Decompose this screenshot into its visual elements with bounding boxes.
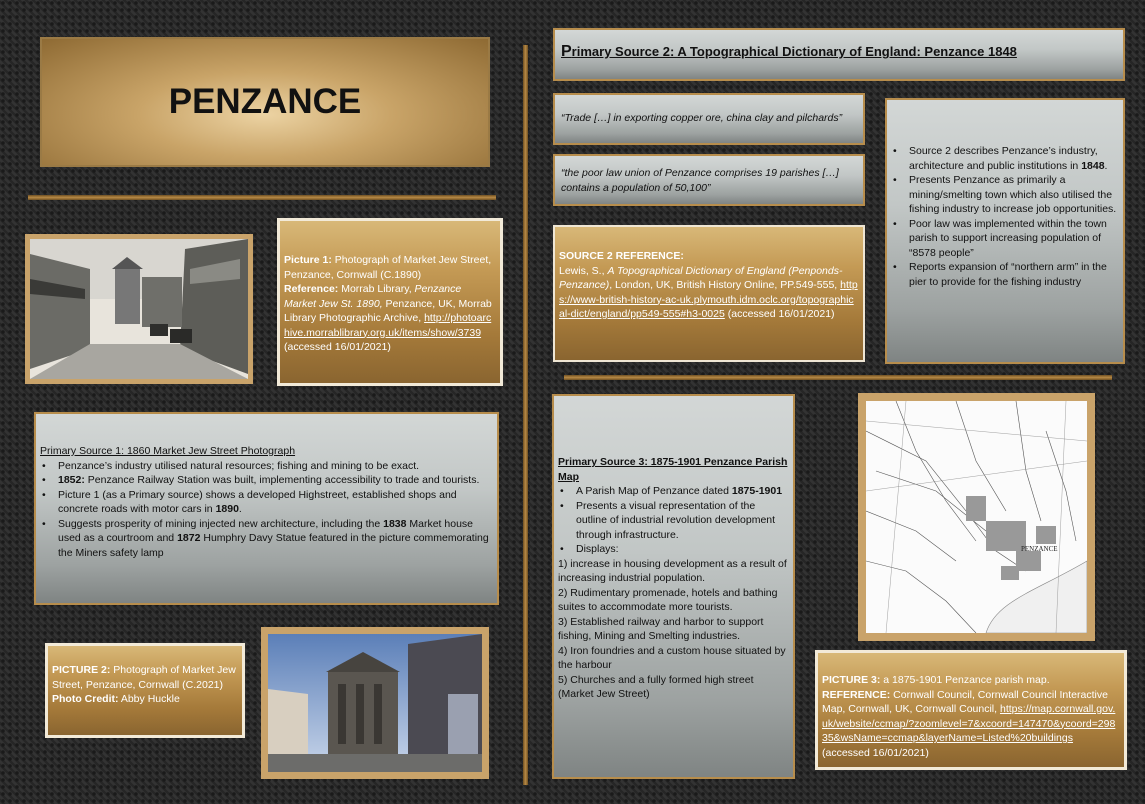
list-item: • Poor law was implemented within the town parish to support increasing population of “8578 people”	[891, 217, 1119, 261]
title-banner	[40, 37, 490, 167]
modern-street-photo	[268, 634, 482, 772]
source2-reference: SOURCE 2 REFERENCE: Lewis, S., A Topographical Dictionary of England (Penponds-Penzance), London, UK, British History Online, PP.549-555, https://www-british-history-ac-uk.plymouth.idm.oclc.org/topographical-dict/england/pp549-555#h3-0025 (accessed 16/01/2021)	[553, 225, 865, 362]
picture2-photo	[261, 627, 489, 779]
picture3-link[interactable]: https://map.cornwall.gov.uk/website/ccmap/?zoomlevel=7&xcoord=147470&ycoord=29835&wsName=ccmap&layerName=Listed%20buildings	[822, 703, 1116, 744]
list-item: • 1852: Penzance Railway Station was built, implementing accessibility to trade and tourists.	[40, 473, 493, 488]
list-item: • Penzance’s industry utilised natural resources; fishing and mining to be exact.	[40, 459, 493, 474]
list-item: 3) Established railway and harbor to support fishing, Mining and Smelting industries.	[558, 615, 764, 642]
source1-heading: Primary Source 1: 1860 Market Jew Street Photograph	[40, 445, 296, 457]
list-item: 5) Churches and a fully formed high street (Market Jew Street)	[558, 673, 754, 700]
divider-right	[564, 375, 1112, 380]
picture2-caption: PICTURE 2: Photograph of Market Jew Street, Penzance, Cornwall (C.2021) Photo Credit: Abby Huckle	[45, 643, 245, 738]
source2-quote1: “Trade […] in exporting copper ore, china clay and pilchards”	[553, 93, 865, 145]
map-town-label: PENZANCE	[1021, 545, 1058, 553]
source2-heading: Primary Source 2: A Topographical Dictionary of England: Penzance 1848	[561, 43, 1017, 60]
old-street-photo	[30, 239, 248, 379]
list-item: 1) increase in housing development as a result of increasing industrial population.	[558, 557, 787, 584]
picture1-caption: Picture 1: Photograph of Market Jew Street, Penzance, Cornwall (C.1890) Reference: Morrab Library, Penzance Market Jew St. 1890, Penzance, UK, Morrab Library Photographic Archive, http://photoarchive.morrablibrary.org.uk/items/show/3739 (accessed 16/01/2021)	[277, 218, 503, 386]
page-title: PENZANCE	[168, 82, 362, 121]
list-item: • Suggests prosperity of mining injected new architecture, including the 1838 Market house used as a courtroom and 1872 Humphry Davy Statue featured in the picture commemorating the Miners safety lamp	[40, 517, 493, 561]
list-item: • Displays:	[558, 542, 789, 557]
list-item: • Source 2 describes Penzance’s industry, architecture and public institutions in 1848.	[891, 144, 1119, 173]
list-item: • Reports expansion of “northern arm” in the pier to provide for the fishing industry	[891, 260, 1119, 289]
source2-ref-label: SOURCE 2 REFERENCE:	[559, 250, 684, 262]
list-item: • Presents Penzance as primarily a mining/smelting town which also utilised the fishing industry to increase job opportunities.	[891, 173, 1119, 217]
picture1-photo	[25, 234, 253, 384]
source3-heading: Primary Source 3: 1875-1901 Penzance Parish Map	[558, 456, 788, 483]
parish-map	[866, 401, 1087, 633]
list-item: • A Parish Map of Penzance dated 1875-1901	[558, 484, 789, 499]
source2-quote2: “the poor law union of Penzance comprises 19 parishes […] contains a population of 50,100”	[553, 154, 865, 206]
source2-heading-box	[553, 28, 1125, 81]
divider-vertical	[523, 45, 528, 785]
source1-box	[34, 412, 499, 605]
picture1-link[interactable]: http://photoarchive.morrablibrary.org.uk/items/show/3739	[284, 312, 492, 339]
picture3-caption: PICTURE 3: a 1875-1901 Penzance parish map. REFERENCE: Cornwall Council, Cornwall Council Interactive Map, Cornwall, UK, Cornwall Council, https://map.cornwall.gov.uk/website/ccmap/?zoomlevel=7&xcoord=147470&ycoord=29835&wsName=ccmap&layerName=Listed%20buildings (accessed 16/01/2021)	[815, 650, 1127, 770]
list-item: 4) Iron foundries and a custom house situated by the harbour	[558, 644, 786, 671]
list-item: • Presents a visual representation of the outline of industrial revolution development through infrastructure.	[558, 499, 789, 543]
source2-summary	[885, 98, 1125, 364]
divider-left	[28, 195, 496, 200]
list-item: • Picture 1 (as a Primary source) shows a developed Highstreet, established shops and concrete roads with motor cars in 1890.	[40, 488, 493, 517]
source3-box	[552, 394, 795, 779]
picture3-map	[858, 393, 1095, 641]
source2-ref-link[interactable]: https://www-british-history-ac-uk.plymouth.idm.oclc.org/topographical-dict/england/pp549-555#h3-0025	[559, 279, 858, 320]
list-item: 2) Rudimentary promenade, hotels and bathing suites to accommodate more tourists.	[558, 586, 778, 613]
